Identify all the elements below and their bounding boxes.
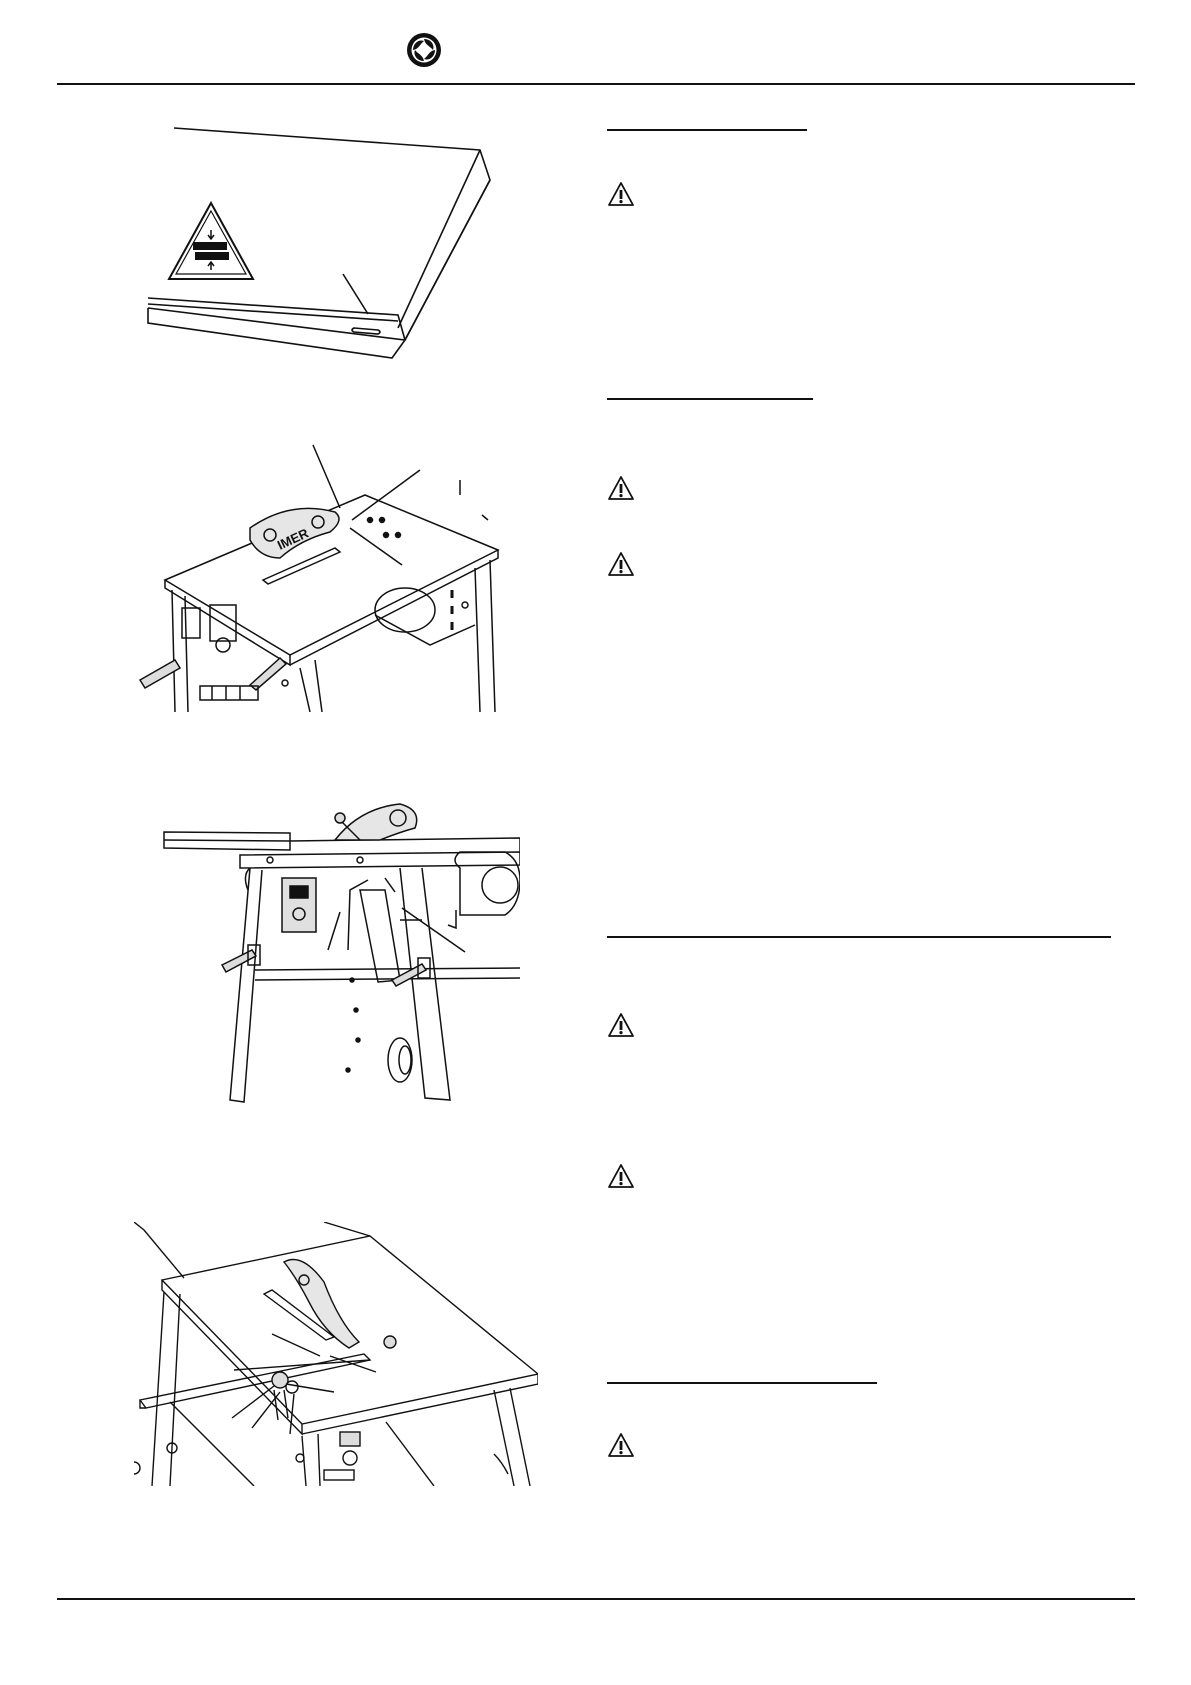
warning-triangle-icon [607,1163,635,1189]
svg-text:IMER: IMER [274,525,311,553]
footer-rule [57,1598,1135,1600]
section-3-heading-rule [607,936,1111,938]
section-4-heading-rule [607,1382,877,1384]
header-rule [57,83,1135,85]
warning-triangle-icon [607,1012,635,1038]
warning-triangle-icon [607,551,635,577]
warning-triangle-icon [607,475,635,501]
pinch-hazard-sign-icon [166,200,256,282]
header-logo [406,32,442,68]
warning-triangle-icon [607,181,635,207]
imer-spiral-logo-icon [406,32,442,68]
warning-triangle-icon [607,1432,635,1458]
section-2-heading-rule [607,398,813,400]
figure-saw-table-blade-guard [130,440,510,712]
figure-saw-table-parallel-guide [134,1222,538,1486]
section-1-heading-rule [607,129,807,131]
figure-table-top-pinch-label [140,118,500,368]
figure-saw-stand-side-view [160,800,520,1118]
